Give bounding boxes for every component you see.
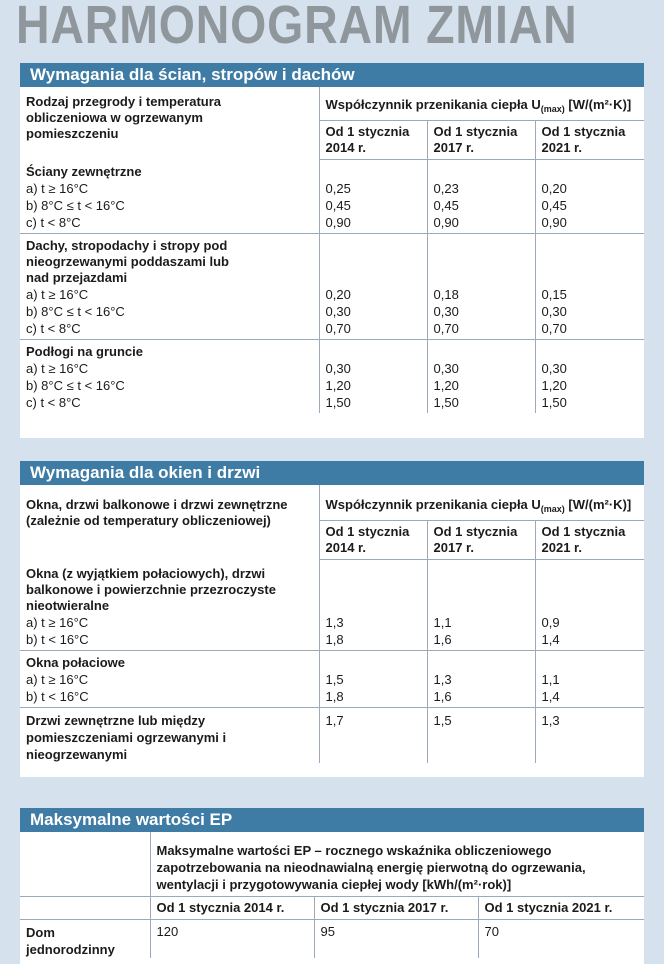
walls-group-floors [20, 340, 644, 414]
value-col-2014 [319, 560, 427, 651]
value-col-2021 [535, 160, 644, 234]
group-title: Ściany zewnętrzne [26, 163, 142, 179]
value-cell: 1,50 [325, 395, 351, 410]
row-label: b) t < 16°C [26, 689, 89, 704]
value-cell: 0,20 [541, 181, 567, 196]
walls-coef-header [319, 87, 644, 121]
value-cell: 1,50 [541, 395, 567, 410]
windows-table [20, 485, 644, 763]
walls-date-2017: Od 1 stycznia 2017 r. [427, 121, 535, 160]
value-cell: 1,6 [433, 632, 452, 647]
walls-date-2014: Od 1 stycznia 2014 r. [319, 121, 427, 160]
row-label: b) 8°C ≤ t < 16°C [26, 197, 125, 213]
windows-group-roof-windows [20, 651, 644, 708]
value-cell: 120 [150, 920, 314, 959]
ep-date-2021: Od 1 stycznia 2021 r. [478, 897, 644, 920]
value-cell: 1,8 [325, 632, 344, 647]
value-cell: 0,18 [433, 287, 459, 302]
value-cell: 0,30 [325, 361, 351, 376]
value-col-2017 [427, 340, 535, 414]
value-cell: 0,20 [325, 287, 351, 302]
value-col-2017 [427, 651, 535, 708]
group-cell [20, 651, 319, 708]
value-col-2021 [535, 340, 644, 414]
value-cell: 95 [314, 920, 478, 959]
windows-date-2014: Od 1 stycznia 2014 r. [319, 521, 427, 560]
row-label: b) t < 16°C [26, 631, 89, 647]
ep-date-2017: Od 1 stycznia 2017 r. [314, 897, 478, 920]
page-title: HARMONOGRAM ZMIAN [16, 0, 578, 55]
value-cell: 1,20 [433, 378, 459, 393]
windows-section [20, 461, 644, 777]
row-label: a) t ≥ 16°C [26, 180, 89, 196]
doors-label: Drzwi zewnętrzne lub między pomieszczeniami ogrzewanymi i nieogrzewanymi [26, 713, 227, 762]
ep-empty-corner [20, 832, 150, 897]
value-col-2017 [427, 234, 535, 340]
value-cell: 0,45 [433, 198, 459, 213]
row-label: c) t < 8°C [26, 214, 81, 230]
value-cell: 1,1 [433, 615, 452, 630]
group-title: Okna (z wyjątkiem połaciowych), drzwi balkonowe i powierzchnie przezroczyste nieotwieralne [26, 565, 276, 613]
walls-group-exterior-walls [20, 160, 644, 234]
value-cell: 1,4 [541, 689, 560, 704]
ep-row-house [20, 920, 644, 959]
walls-date-2021: Od 1 stycznia 2021 r. [535, 121, 644, 160]
coef-label: Współczynnik przenikania ciepła U [325, 97, 541, 112]
value-cell: 0,70 [433, 321, 459, 336]
value-cell: 1,5 [325, 672, 344, 687]
value-cell: 0,30 [433, 361, 459, 376]
value-cell: 0,90 [541, 215, 567, 230]
row-label: a) t ≥ 16°C [26, 287, 89, 302]
value-cell: 1,20 [541, 378, 567, 393]
value-col-2021 [535, 234, 644, 340]
value-cell: 1,20 [325, 378, 351, 393]
value-cell: 0,30 [433, 304, 459, 319]
ep-date-2014: Od 1 stycznia 2014 r. [150, 897, 314, 920]
value-cell: 1,3 [535, 708, 644, 764]
value-cell: 70 [478, 920, 644, 959]
row-label: c) t < 8°C [26, 321, 81, 336]
group-cell [20, 234, 319, 340]
walls-section-header: Wymagania dla ścian, stropów i dachów [20, 63, 644, 87]
value-cell: 0,45 [541, 198, 567, 213]
ep-row-label: Dom jednorodzinny [26, 925, 115, 957]
group-cell [20, 340, 319, 414]
coef-label: Współczynnik przenikania ciepła U [325, 497, 541, 512]
coef-unit: [W/(m²·K)] [568, 497, 632, 512]
value-cell: 0,70 [541, 321, 567, 336]
windows-coef-header [319, 485, 644, 521]
group-title: Okna połaciowe [26, 655, 125, 670]
value-col-2021 [535, 560, 644, 651]
row-label: a) t ≥ 16°C [26, 361, 89, 376]
value-col-2014 [319, 234, 427, 340]
value-col-2021 [535, 651, 644, 708]
coef-sub: (max) [540, 104, 565, 114]
value-cell: 0,15 [541, 287, 567, 302]
value-cell: 0,30 [541, 361, 567, 376]
value-cell: 1,4 [541, 632, 560, 647]
value-cell: 1,5 [427, 708, 535, 764]
ep-empty-cell [20, 897, 150, 920]
value-cell: 1,3 [433, 672, 452, 687]
value-cell: 0,90 [433, 215, 459, 230]
value-cell: 1,3 [325, 615, 344, 630]
value-cell: 1,50 [433, 395, 459, 410]
group-title: Dachy, stropodachy i stropy pod nieogrzewanymi poddaszami lub nad przejazdami [26, 238, 229, 285]
row-label: a) t ≥ 16°C [26, 614, 89, 630]
ep-table [20, 832, 644, 958]
windows-date-2021: Od 1 stycznia 2021 r. [535, 521, 644, 560]
value-col-2017 [427, 160, 535, 234]
windows-date-2017: Od 1 stycznia 2017 r. [427, 521, 535, 560]
windows-group-windows [20, 560, 644, 651]
windows-col1-header: Okna, drzwi balkonowe i drzwi zewnętrzne (zależnie od temperatury obliczeniowej) [26, 497, 288, 528]
value-cell: 1,1 [541, 672, 560, 687]
ep-section [20, 808, 644, 964]
row-label: a) t ≥ 16°C [26, 672, 89, 687]
value-cell: 1,6 [433, 689, 452, 704]
ep-description: Maksymalne wartości EP – rocznego wskaźnika obliczeniowego zapotrzebowania na nieodnawialną energię pierwotną do ogrzewania, wentylacji i przygotowywania ciepłej wody [kWh/(m²·rok)] [150, 832, 644, 897]
group-title: Podłogi na gruncie [26, 344, 144, 359]
coef-unit: [W/(m²·K)] [568, 97, 632, 112]
walls-table [20, 87, 644, 413]
row-label: b) 8°C ≤ t < 16°C [26, 378, 125, 393]
value-cell: 0,9 [541, 615, 560, 630]
row-label: b) 8°C ≤ t < 16°C [26, 304, 125, 319]
row-label: c) t < 8°C [26, 395, 81, 410]
walls-section [20, 63, 644, 438]
value-cell: 0,30 [325, 304, 351, 319]
group-cell [20, 160, 319, 234]
coef-sub: (max) [540, 504, 565, 514]
value-cell: 1,8 [325, 689, 344, 704]
value-col-2014 [319, 651, 427, 708]
walls-col1-header: Rodzaj przegrody i temperatura obliczeniowa w ogrzewanym pomieszczeniu [26, 94, 222, 141]
ep-section-header: Maksymalne wartości EP [20, 808, 644, 832]
value-col-2014 [319, 160, 427, 234]
value-cell: 1,7 [319, 708, 427, 764]
value-cell: 0,25 [325, 181, 351, 196]
value-cell: 0,90 [325, 215, 351, 230]
value-cell: 0,45 [325, 198, 351, 213]
value-cell: 0,30 [541, 304, 567, 319]
value-cell: 0,70 [325, 321, 351, 336]
windows-section-header: Wymagania dla okien i drzwi [20, 461, 644, 485]
windows-row-doors [20, 708, 644, 764]
value-cell: 0,23 [433, 181, 459, 196]
value-col-2017 [427, 560, 535, 651]
group-cell [20, 560, 319, 651]
walls-group-roofs [20, 234, 644, 340]
value-col-2014 [319, 340, 427, 414]
